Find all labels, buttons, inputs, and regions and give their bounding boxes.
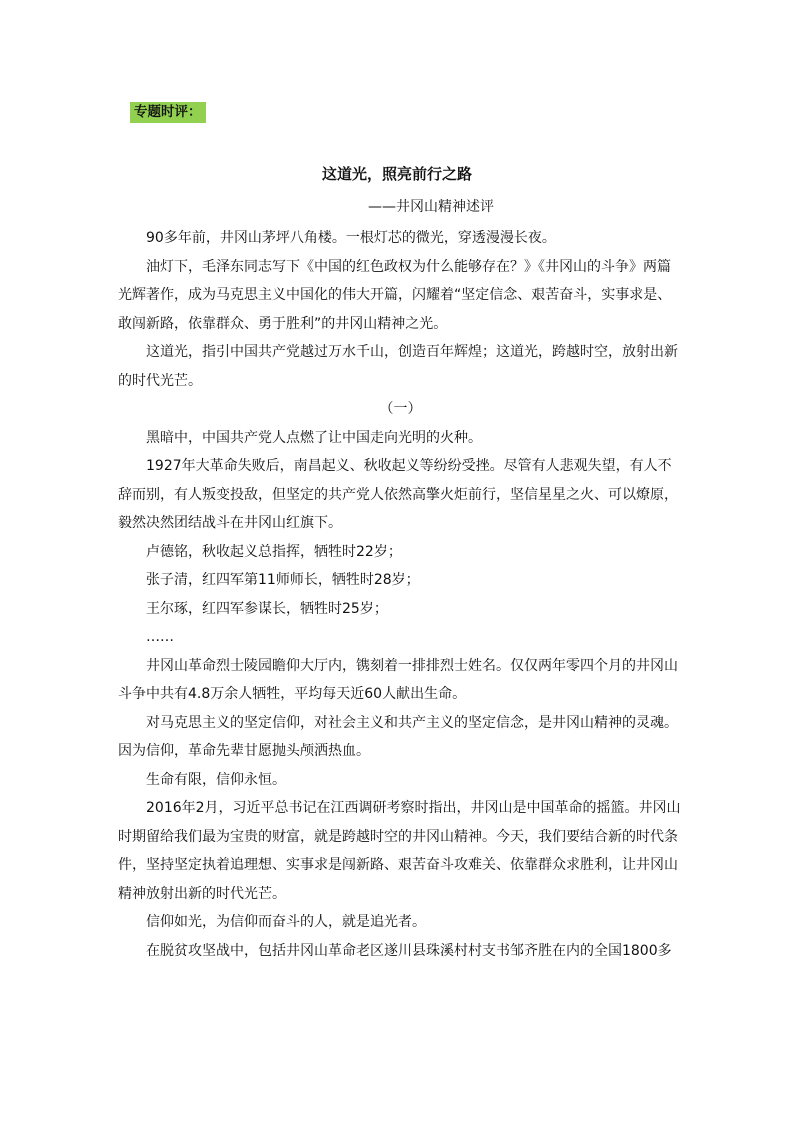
paragraph: 信仰如光，为信仰而奋斗的人，就是追光者。 <box>146 914 426 930</box>
paragraph: 对马克思主义的坚定信仰，对社会主义和共产主义的坚定信念，是井冈山精神的灵魂。因为信仰，革命先辈甘愿抛头颅洒热血。 <box>118 714 678 759</box>
paragraph: 卢德铭，秋收起义总指挥，牺牲时22岁； <box>146 543 402 560</box>
paragraph: 油灯下，毛泽东同志写下《中国的红色政权为什么能够存在？》《井冈山的斗争》两篇光辉著作，成为马克思主义中国化的伟大开篇，闪耀着“坚定信念、艰苦奋斗，实事求是、敢闯新路，依靠群众、勇于胜利”的井冈山精神之光。 <box>118 258 672 332</box>
paragraph: 1927年大革命失败后，南昌起义、秋收起义等纷纷受挫。尽管有人悲观失望，有人不辞而别，有人叛变投敌，但坚定的共产党人依然高擎火炬前行，坚信星星之火、可以燎原，毅然决然团结战斗在井冈山红旗下。 <box>118 458 678 531</box>
paragraph: 生命有限，信仰永恒。 <box>146 771 286 788</box>
paragraph: 张子清，红四军第11师师长，牺牲时28岁； <box>146 572 420 588</box>
paragraph: 王尔琢，红四军参谋长，牺牲时25岁； <box>146 600 388 617</box>
paragraph: 90多年前，井冈山茅坪八角楼。一根灯芯的微光，穿透漫漫长夜。 <box>146 230 556 246</box>
paragraph: 2016年2月，习近平总书记在江西调研考察时指出，井冈山是中国革命的摇篮。井冈山时期留给我们最为宝贵的财富，就是跨越时空的井冈山精神。今天，我们要结合新的时代条件，坚持坚定执着追理想、实事求是闯新路、艰苦奋斗攻难关、依靠群众求胜利，让井冈山精神放射出新的时代光芒。 <box>118 800 681 902</box>
paragraph: 井冈山革命烈士陵园瞻仰大厅内，镌刻着一排排烈士姓名。仅仅两年零四个月的井冈山斗争中共有4.8万余人牺牲，平均每天近60人献出生命。 <box>118 657 678 702</box>
paragraph: 黑暗中，中国共产党人点燃了让中国走向光明的火种。 <box>146 429 482 446</box>
topic-tag: 专题时评： <box>130 102 206 123</box>
article-subtitle: ——井冈山精神述评 <box>368 199 494 215</box>
article-body <box>118 224 683 965</box>
section-heading: （一） <box>379 401 422 417</box>
paragraph: …… <box>146 629 174 645</box>
paragraph: 这道光，指引中国共产党越过万水千山，创造百年辉煌；这道光，跨越时空，放射出新的时代光芒。 <box>118 344 678 389</box>
article-title: 这道光，照亮前行之路 <box>321 165 472 183</box>
paragraph: 在脱贫攻坚战中，包括井冈山革命老区遂川县珠溪村村支书邹齐胜在内的全国1800多 <box>146 942 672 959</box>
